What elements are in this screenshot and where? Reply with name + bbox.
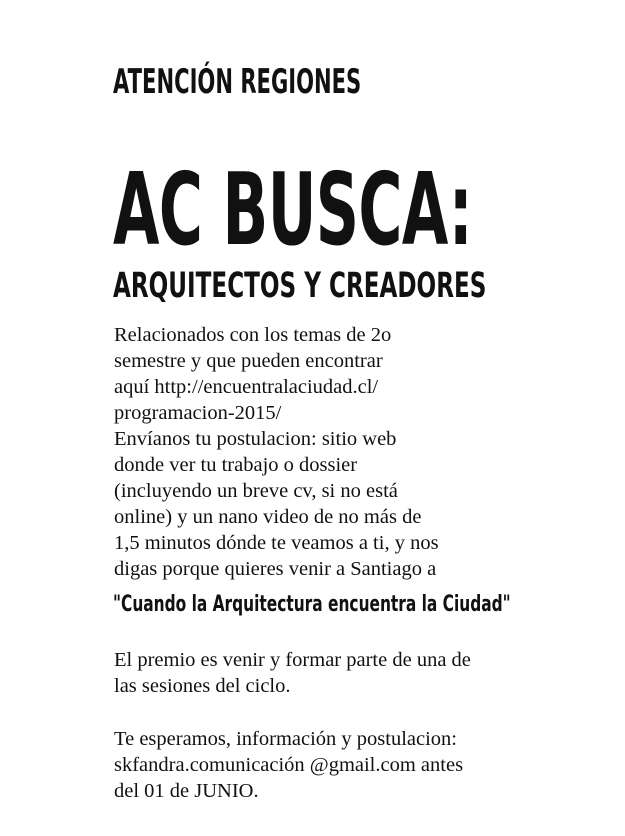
body-paragraph-3	[114, 726, 614, 804]
kicker-heading: ATENCIÓN REGIONES	[113, 62, 362, 102]
paragraph-line: Te esperamos, información y postulacion:	[114, 728, 457, 750]
subheading: ARQUITECTOS Y CREADORES	[113, 266, 487, 306]
paragraph-line: semestre y que pueden encontrar	[114, 350, 383, 372]
paragraph-line: aquí http://encuentralaciudad.cl/	[114, 376, 379, 398]
paragraph-line: El premio es venir y formar parte de una de	[114, 649, 471, 671]
paragraph-line: donde ver tu trabajo o dossier	[114, 454, 358, 476]
paragraph-line: las sesiones del ciclo.	[114, 675, 291, 697]
event-title-quote: "Cuando la Arquitectura encuentra la Ciudad"	[113, 592, 511, 617]
main-headline: AC BUSCA:	[113, 151, 473, 268]
body-paragraph-1	[114, 322, 614, 582]
paragraph-line: programacion-2015/	[114, 402, 282, 424]
paragraph-line: del 01 de JUNIO.	[114, 780, 259, 802]
paragraph-line: online) y un nano video de no más de	[114, 506, 422, 528]
paragraph-line: Relacionados con los temas de 2o	[114, 324, 392, 346]
paragraph-line: (incluyendo un breve cv, si no está	[114, 480, 398, 502]
paragraph-line: skfandra.comunicación @gmail.com antes	[114, 754, 464, 776]
paragraph-line: Envíanos tu postulacion: sitio web	[114, 428, 397, 450]
body-paragraph-2	[114, 647, 614, 699]
paragraph-line: 1,5 minutos dónde te veamos a ti, y nos	[114, 532, 439, 554]
paragraph-line: digas porque quieres venir a Santiago a	[114, 558, 437, 580]
